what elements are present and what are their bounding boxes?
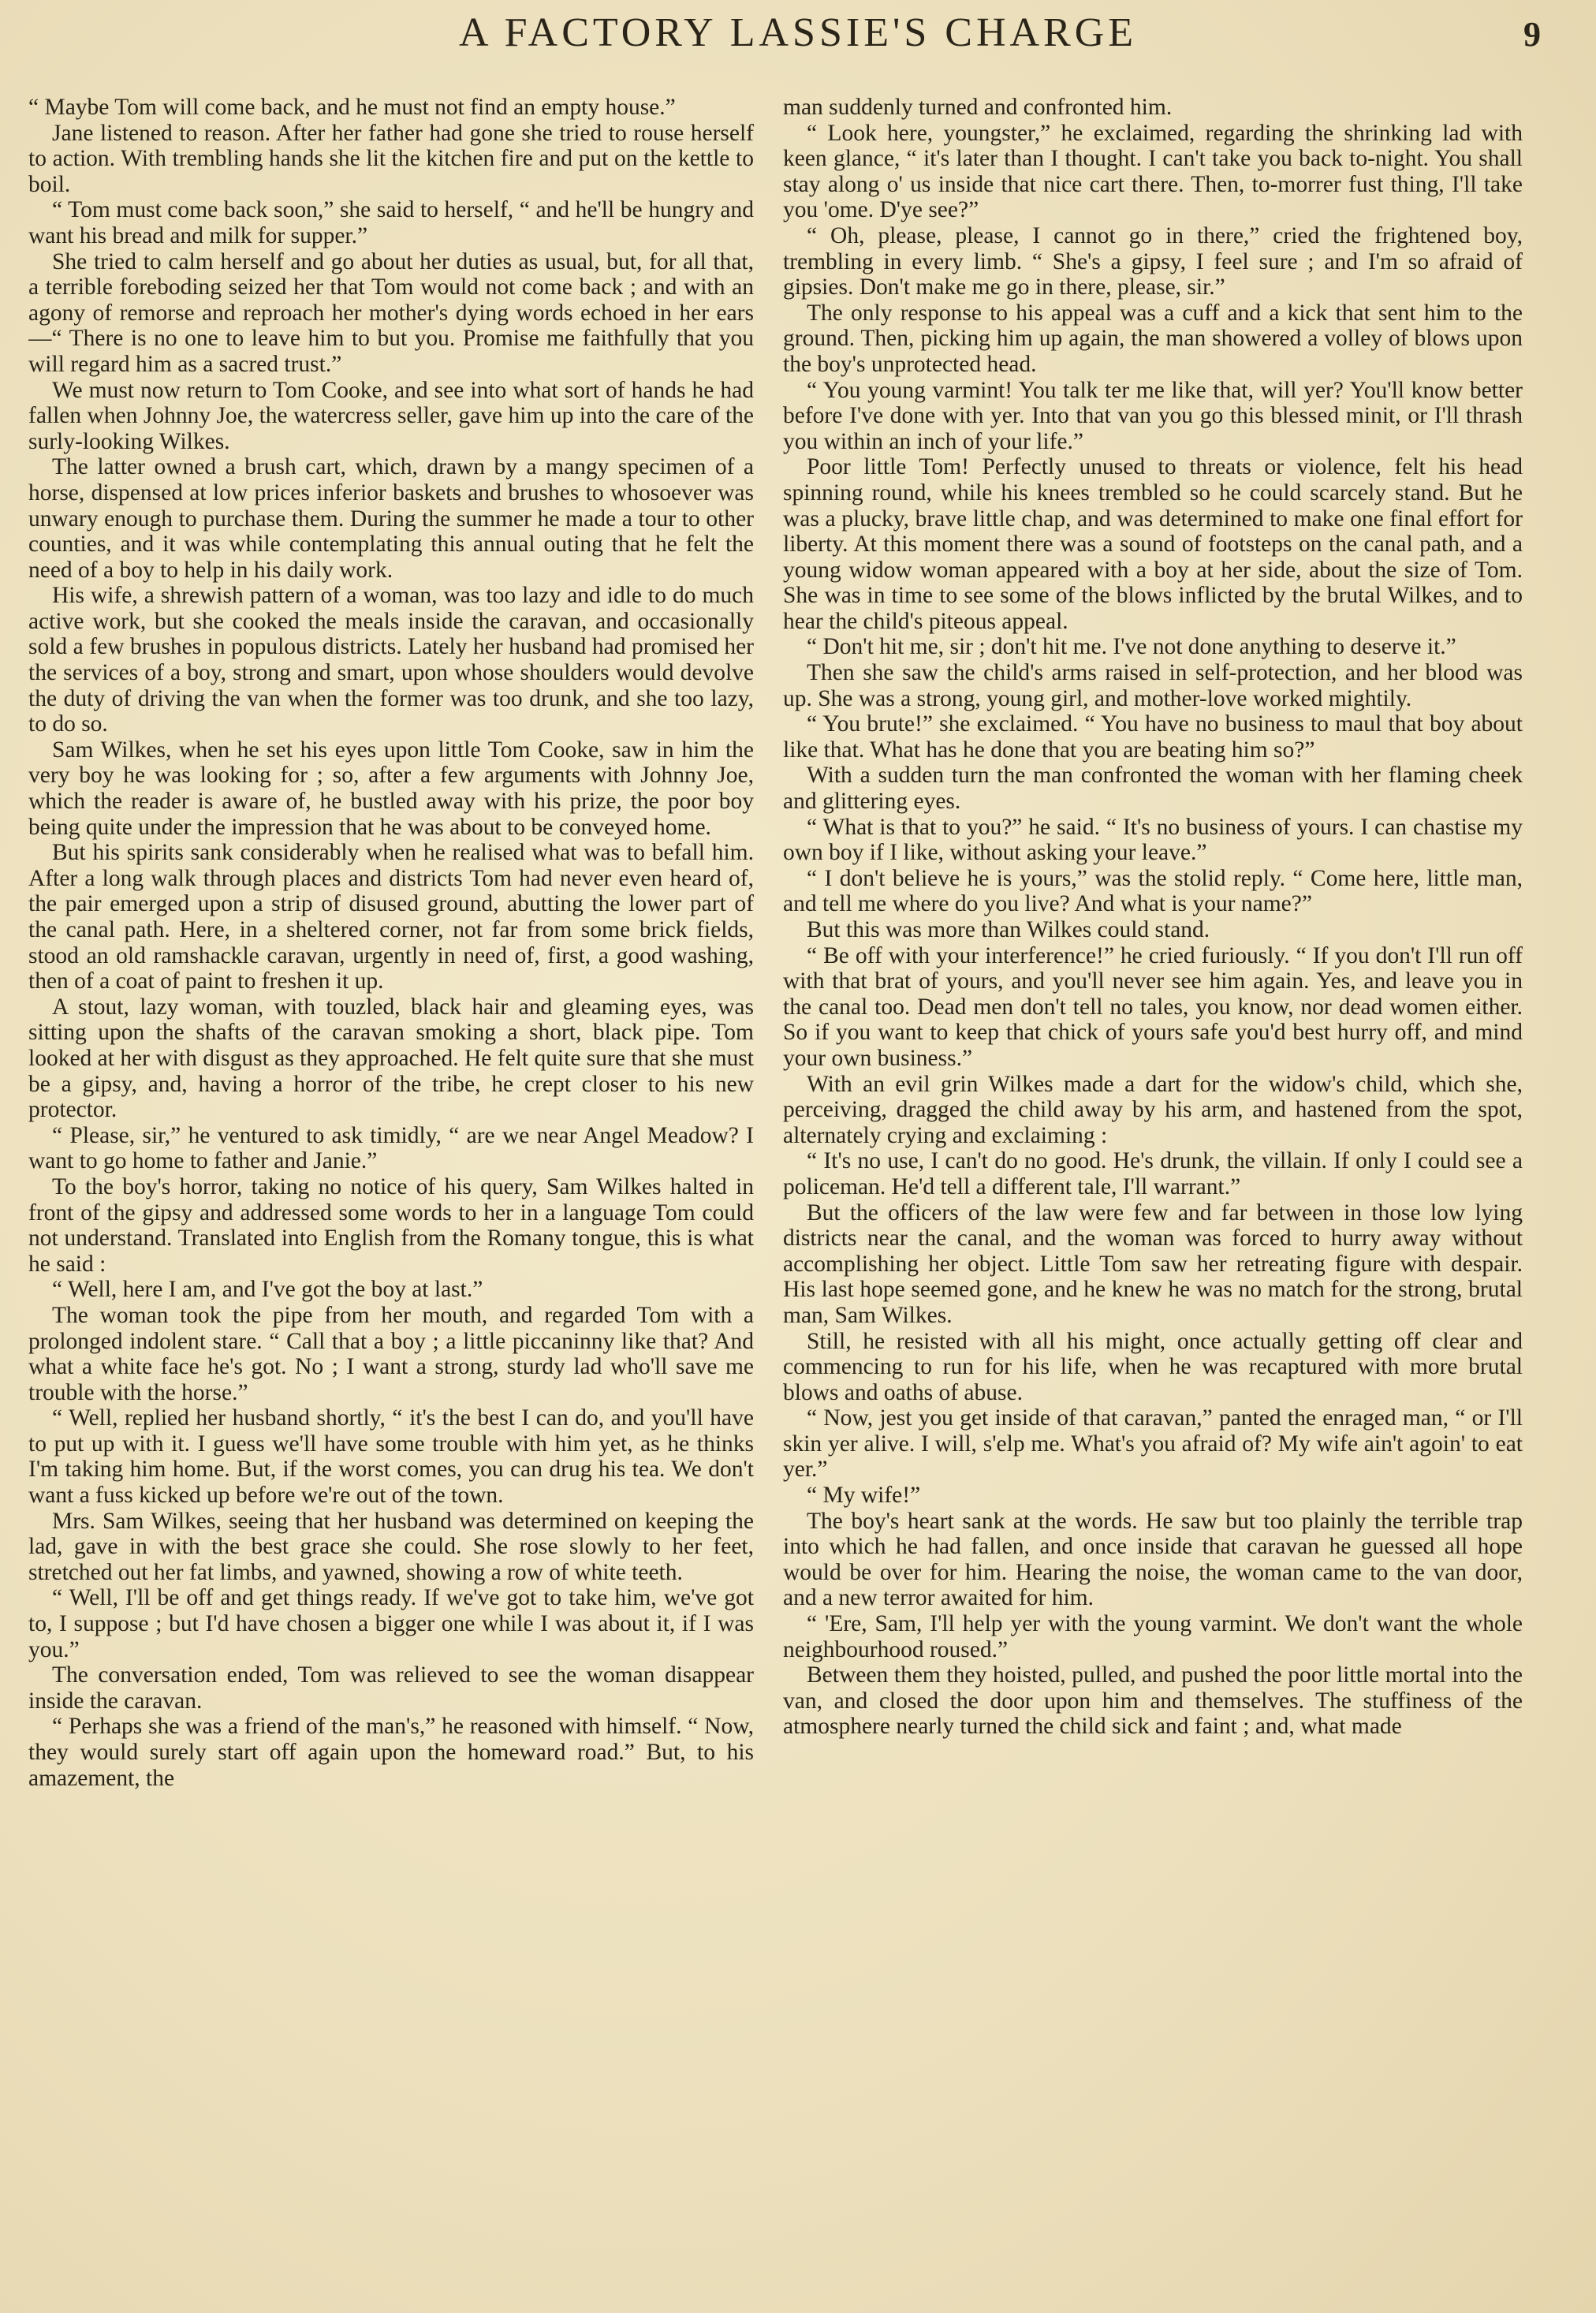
paragraph: “ Perhaps she was a friend of the man's,” he reasoned with himself. “ Now, they would surely start off again upon the homeward road.” But, to his amazement, the <box>28 1714 754 1791</box>
left-column <box>28 95 754 2295</box>
paragraph: But this was more than Wilkes could stand. <box>807 917 1210 942</box>
paragraph: “ Now, jest you get inside of that caravan,” panted the enraged man, “ or I'll skin yer alive. I will, s'elp me. What's you afraid of? My wife ain't agoin' to eat yer.” <box>783 1405 1523 1483</box>
page-title: A FACTORY LASSIE'S CHARGE <box>458 10 1138 55</box>
paragraph: man suddenly turned and confronted him. <box>783 95 1173 120</box>
paragraph: Poor little Tom! Perfectly unused to threats or violence, felt his head spinning round, while his knees trembled so he could scarcely stand. But he was a plucky, brave little chap, and was determined to make one final effort for liberty. At this moment there was a sound of footsteps on the canal path, and a young widow woman appeared with a boy at her side, about the size of Tom. She was in time to see some of the blows inflicted by the brutal Wilkes, and to hear the child's piteous appeal. <box>783 454 1523 634</box>
paragraph: “ Well, I'll be off and get things ready. If we've got to take him, we've got to, I suppose ; but I'd have chosen a bigger one while I was about it, if I was you.” <box>28 1585 754 1662</box>
paragraph: “ Be off with your interference!” he cried furiously. “ If you don't I'll run off with that brat of yours, and you'll never see him again. Yes, and leave you in the canal too. Dead men don't tell no tales, you know, nor dead women either. So if you want to keep that chick of yours safe you'd best hurry off, and mind your own business.” <box>783 942 1523 1071</box>
paragraph: “ Please, sir,” he ventured to ask timidly, “ are we near Angel Meadow? I want to go home to father and Janie.” <box>28 1122 754 1174</box>
right-column <box>783 95 1523 2295</box>
paragraph: “ Maybe Tom will come back, and he must not find an empty house.” <box>28 95 676 120</box>
paragraph: With a sudden turn the man confronted the woman with her flaming cheek and glittering eyes. <box>783 763 1523 815</box>
paragraph: Jane listened to reason. After her father had gone she tried to rouse herself to action. With trembling hands she lit the kitchen fire and put on the kettle to boil. <box>28 120 754 197</box>
paragraph: “ Don't hit me, sir ; don't hit me. I've not done anything to deserve it.” <box>807 634 1456 660</box>
paragraph: “ My wife!” <box>807 1483 921 1509</box>
paragraph: “ Well, replied her husband shortly, “ it's the best I can do, and you'll have to put up with it. I guess we'll have some trouble with him yet, as he thinks I'm taking him home. But, if the worst comes, you can drug his tea. We don't want a fuss kicked up before we're out of the town. <box>28 1405 754 1509</box>
paragraph: “ Oh, please, please, I cannot go in there,” cried the frightened boy, trembling in every limb. “ She's a gipsy, I feel sure ; and I'm so afraid of gipsies. Don't make me go in there, please, sir.” <box>783 222 1523 300</box>
paragraph: His wife, a shrewish pattern of a woman, was too lazy and idle to do much active work, but she cooked the meals inside the caravan, and occasionally sold a few brushes in populous districts. Lately her husband had promised her the services of a boy, strong and smart, upon whose shoulders would devolve the duty of driving the van when the former was too drunk, and she too lazy, to do so. <box>28 583 754 737</box>
page-number: 9 <box>1523 15 1541 54</box>
paragraph: Sam Wilkes, when he set his eyes upon little Tom Cooke, saw in him the very boy he was looking for ; so, after a few arguments with Johnny Joe, which the reader is aware of, he bustled away with his prize, the poor boy being quite under the impression that he was about to be conveyed home. <box>28 737 754 840</box>
paragraph: Then she saw the child's arms raised in self-protection, and her blood was up. She was a strong, young girl, and mother-love worked mightily. <box>783 660 1523 711</box>
paragraph: But the officers of the law were few and far between in those low lying districts near the canal, and the woman was forced to hurry away without accomplishing her object. Little Tom saw her retreating figure with despair. His last hope seemed gone, and he knew he was no match for the strong, brutal man, Sam Wilkes. <box>783 1199 1523 1328</box>
paragraph: Still, he resisted with all his might, once actually getting off clear and commencing to run for his life, when he was recaptured with more brutal blows and oaths of abuse. <box>783 1328 1523 1405</box>
paragraph: “ It's no use, I can't do no good. He's drunk, the villain. If only I could see a policeman. He'd tell a different tale, I'll warrant.” <box>783 1148 1523 1199</box>
paragraph: To the boy's horror, taking no notice of his query, Sam Wilkes halted in front of the gipsy and addressed some words to her in a language Tom could not understand. Translated into English from the Romany tongue, this is what he said : <box>28 1173 754 1277</box>
paragraph: But his spirits sank considerably when he realised what was to befall him. After a long walk through places and districts Tom had never even heard of, the pair emerged upon a strip of disused ground, abutting the lower part of the canal path. Here, in a sheltered corner, not far from some brick fields, stood an old ramshackle caravan, urgently in need of, first, a good washing, then of a coat of paint to freshen it up. <box>28 840 754 994</box>
paragraph: “ What is that to you?” he said. “ It's no business of yours. I can chastise my own boy if I like, without asking your leave.” <box>783 814 1523 866</box>
page-header <box>0 9 1596 65</box>
paragraph: “ Tom must come back soon,” she said to herself, “ and he'll be hungry and want his bread and milk for supper.” <box>28 197 754 248</box>
paragraph: The woman took the pipe from her mouth, and regarded Tom with a prolonged indolent stare. “ Call that a boy ; a little piccaninny like that? And what a white face he's got. No ; I want a strong, sturdy lad who'll save me trouble with the horse.” <box>28 1302 754 1405</box>
paragraph: She tried to calm herself and go about her duties as usual, but, for all that, a terrible foreboding seized her that Tom would not come back ; and with an agony of remorse and reproach her mother's dying words echoed in her ears—“ There is no one to leave him to but you. Promise me faithfully that you will regard him as a sacred trust.” <box>28 248 754 377</box>
paragraph: The only response to his appeal was a cuff and a kick that sent him to the ground. Then, picking him up again, the man showered a volley of blows upon the boy's unprotected head. <box>783 300 1523 377</box>
paragraph: The latter owned a brush cart, which, drawn by a mangy specimen of a horse, dispensed at low prices inferior baskets and brushes to whosoever was unwary enough to purchase them. During the summer he made a tour to other counties, and it was while contemplating this annual outing that he felt the need of a boy to help in his daily work. <box>28 454 754 583</box>
paragraph: “ You young varmint! You talk ter me like that, will yer? You'll know better before I've done with yer. Into that van you go this blessed minit, or I'll thrash you within an inch of your life.” <box>783 377 1523 454</box>
paragraph: With an evil grin Wilkes made a dart for the widow's child, which she, perceiving, dragged the child away by his arm, and hastened from the spot, alternately crying and exclaiming : <box>783 1071 1523 1148</box>
paragraph: “ I don't believe he is yours,” was the stolid reply. “ Come here, little man, and tell me where do you live? And what is your name?” <box>783 865 1523 917</box>
paragraph: Mrs. Sam Wilkes, seeing that her husband was determined on keeping the lad, gave in with the best grace she could. She rose slowly to her feet, stretched out her fat limbs, and yawned, showing a row of white teeth. <box>28 1508 754 1585</box>
paragraph: “ You brute!” she exclaimed. “ You have no business to maul that boy about like that. What has he done that you are beating him so?” <box>783 711 1523 763</box>
paragraph: “ Well, here I am, and I've got the boy at last.” <box>52 1277 483 1303</box>
paragraph: The boy's heart sank at the words. He saw but too plainly the terrible trap into which he had fallen, and once inside that caravan he guessed all hope would be over for him. Hearing the noise, the woman came to the van door, and a new terror awaited for him. <box>783 1508 1523 1611</box>
paragraph: We must now return to Tom Cooke, and see into what sort of hands he had fallen when Johnny Joe, the watercress seller, gave him up into the care of the surly-looking Wilkes. <box>28 377 754 454</box>
paragraph: “ Look here, youngster,” he exclaimed, regarding the shrinking lad with keen glance, “ it's later than I thought. I can't take you back to-night. You shall stay along o' us inside that nice cart there. Then, to-morrer fust thing, I'll take you 'ome. D'ye see?” <box>783 120 1523 223</box>
paragraph: “ 'Ere, Sam, I'll help yer with the young varmint. We don't want the whole neighbourhood roused.” <box>783 1611 1523 1662</box>
paragraph: The conversation ended, Tom was relieved to see the woman disappear inside the caravan. <box>28 1662 754 1714</box>
paragraph: A stout, lazy woman, with touzled, black hair and gleaming eyes, was sitting upon the shafts of the caravan smoking a short, black pipe. Tom looked at her with disgust as they approached. He felt quite sure that she must be a gipsy, and, having a horror of the tribe, he crept closer to his new protector. <box>28 994 754 1123</box>
paragraph: Between them they hoisted, pulled, and pushed the poor little mortal into the van, and closed the door upon him and themselves. The stuffiness of the atmosphere nearly turned the child sick and faint ; and, what made <box>783 1662 1523 1740</box>
